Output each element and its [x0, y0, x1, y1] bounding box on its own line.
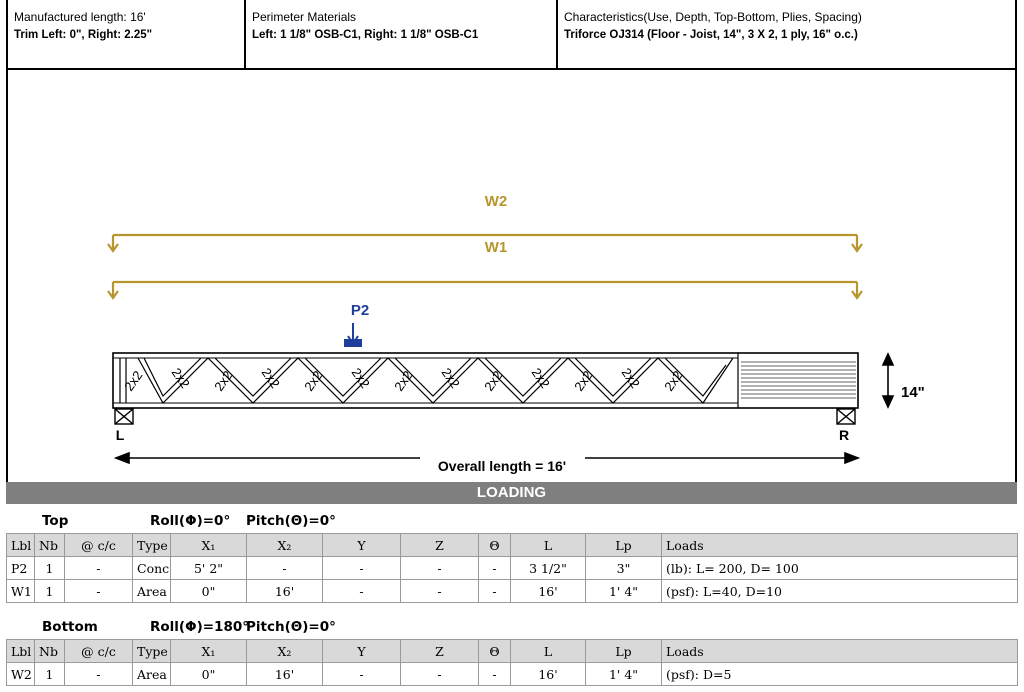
col-cc: @ c/c [65, 534, 133, 557]
col-type: Type [133, 640, 171, 663]
cell-type: Conc [133, 557, 171, 580]
cell-lp: 1' 4" [586, 663, 662, 686]
cell-type: Area [133, 580, 171, 603]
p2-point-load-icon [345, 323, 361, 346]
right-support-icon [837, 409, 855, 424]
cell-x1: 5' 2" [171, 557, 247, 580]
cell-cc: - [65, 580, 133, 603]
characteristics-value: Triforce OJ314 (Floor - Joist, 14", 3 X 2, 1 ply, 16" o.c.) [564, 29, 858, 41]
table-row [7, 557, 1018, 580]
col-y: Y [323, 640, 401, 663]
depth-dimension-icon [883, 354, 893, 407]
info-header [6, 0, 1017, 70]
characteristics-cell [556, 0, 1015, 68]
cell-theta: - [479, 663, 511, 686]
col-x2: X₂ [247, 640, 323, 663]
col-theta: Θ [479, 640, 511, 663]
web-label: 2x2 [348, 365, 373, 391]
cell-y: - [323, 663, 401, 686]
web-labels [121, 365, 685, 394]
cell-loads: (lb): L= 200, D= 100 [662, 557, 1018, 580]
top-pitch: Pitch(Θ)=0° [246, 513, 336, 529]
cell-l: 3 1/2" [511, 557, 586, 580]
col-x2: X₂ [247, 534, 323, 557]
col-nb: Nb [35, 534, 65, 557]
cell-loads: (psf): L=40, D=10 [662, 580, 1018, 603]
top-title: Top [42, 513, 69, 529]
depth-label: 14" [901, 384, 925, 401]
col-x1: X₁ [171, 534, 247, 557]
joist-diagram [8, 70, 1015, 482]
bottom-loads-table [6, 639, 1018, 686]
right-support-label: R [838, 427, 850, 443]
table-row [7, 663, 1018, 686]
end-block-lines [741, 362, 856, 398]
col-type: Type [133, 534, 171, 557]
cell-x1: 0" [171, 663, 247, 686]
web-label: 2x2 [661, 367, 686, 394]
col-l: L [511, 534, 586, 557]
top-roll: Roll(Φ)=0° [150, 513, 231, 529]
cell-l: 16' [511, 663, 586, 686]
top-loads-section [6, 505, 1017, 603]
col-z: Z [401, 534, 479, 557]
cell-cc: - [65, 557, 133, 580]
col-nb: Nb [35, 640, 65, 663]
manufactured-label: Manufactured length: 16' [14, 10, 146, 24]
perimeter-value: Left: 1 1/8" OSB-C1, Right: 1 1/8" OSB-C1 [252, 29, 479, 41]
cell-theta: - [479, 580, 511, 603]
overall-length-label: Overall length = 16' [437, 458, 567, 474]
cell-nb: 1 [35, 663, 65, 686]
characteristics-label: Characteristics(Use, Depth, Top-Bottom, Plies, Spacing) [564, 10, 862, 24]
col-lbl: Lbl [7, 534, 35, 557]
col-lp: Lp [586, 640, 662, 663]
table-row [7, 580, 1018, 603]
web-label: 2x2 [258, 365, 283, 391]
bottom-section-header [6, 611, 1017, 639]
bottom-pitch: Pitch(Θ)=0° [246, 619, 336, 635]
bottom-loads-section [6, 611, 1017, 686]
cell-y: - [323, 557, 401, 580]
cell-lp: 3" [586, 557, 662, 580]
web-label: 2x2 [121, 367, 146, 394]
col-y: Y [323, 534, 401, 557]
web-label: 2x2 [438, 365, 463, 391]
perimeter-label: Perimeter Materials [252, 10, 357, 24]
col-z: Z [401, 640, 479, 663]
cell-lbl: W2 [7, 663, 35, 686]
cell-l: 16' [511, 580, 586, 603]
bottom-roll: Roll(Φ)=180° [150, 619, 249, 635]
loading-title: LOADING [6, 482, 1017, 504]
cell-x1: 0" [171, 580, 247, 603]
col-theta: Θ [479, 534, 511, 557]
col-loads: Loads [662, 534, 1018, 557]
left-support-label: L [115, 427, 125, 443]
col-x1: X₁ [171, 640, 247, 663]
table-header-row [7, 640, 1018, 663]
cell-cc: - [65, 663, 133, 686]
cell-lp: 1' 4" [586, 580, 662, 603]
bottom-title: Bottom [42, 619, 98, 635]
web-label: 2x2 [481, 367, 506, 394]
trim-value: Trim Left: 0", Right: 2.25" [14, 29, 153, 41]
cell-z: - [401, 580, 479, 603]
col-cc: @ c/c [65, 640, 133, 663]
web-label: 2x2 [571, 367, 596, 394]
cell-nb: 1 [35, 580, 65, 603]
cell-loads: (psf): D=5 [662, 663, 1018, 686]
cell-x2: 16' [247, 663, 323, 686]
col-l: L [511, 640, 586, 663]
w2-label: W2 [484, 193, 508, 210]
col-lbl: Lbl [7, 640, 35, 663]
joist-webs [120, 353, 738, 408]
joist-drawing [6, 70, 1017, 482]
cell-theta: - [479, 557, 511, 580]
table-header-row [7, 534, 1018, 557]
cell-x2: - [247, 557, 323, 580]
top-loads-table [6, 533, 1018, 603]
cell-type: Area [133, 663, 171, 686]
web-label: 2x2 [211, 367, 236, 394]
col-loads: Loads [662, 640, 1018, 663]
top-section-header [6, 505, 1017, 533]
cell-x2: 16' [247, 580, 323, 603]
cell-lbl: W1 [7, 580, 35, 603]
cell-z: - [401, 663, 479, 686]
p2-label: P2 [350, 302, 370, 319]
web-label: 2x2 [168, 365, 193, 391]
left-support-icon [115, 409, 133, 424]
col-lp: Lp [586, 534, 662, 557]
manufactured-cell [8, 0, 244, 68]
cell-nb: 1 [35, 557, 65, 580]
w1-label: W1 [484, 239, 508, 256]
web-label: 2x2 [301, 367, 326, 394]
w1-load-bracket [108, 282, 862, 298]
web-label: 2x2 [391, 367, 416, 394]
perimeter-cell [244, 0, 556, 68]
cell-y: - [323, 580, 401, 603]
web-label: 2x2 [618, 365, 643, 391]
cell-lbl: P2 [7, 557, 35, 580]
cell-z: - [401, 557, 479, 580]
web-label: 2x2 [528, 365, 553, 391]
